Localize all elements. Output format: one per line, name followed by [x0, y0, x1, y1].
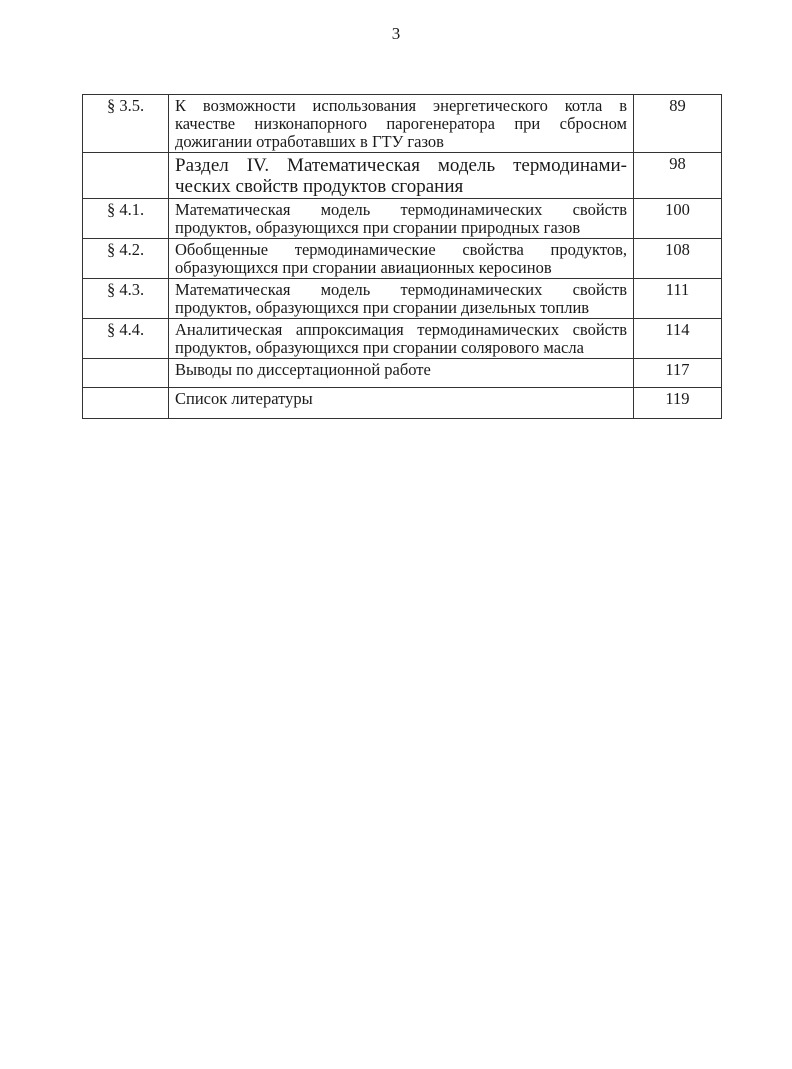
page-ref: 89	[634, 95, 722, 153]
toc-row-4-3	[83, 279, 722, 319]
table-of-contents	[82, 94, 722, 419]
section-number: § 4.2.	[83, 239, 169, 279]
page-number: 3	[391, 24, 401, 43]
page-ref: 100	[634, 199, 722, 239]
section-number: § 4.1.	[83, 199, 169, 239]
section-title: Список литературы	[169, 388, 634, 419]
section-number: § 4.3.	[83, 279, 169, 319]
section-title: Математическая модель термодинамических свойств продуктов, образующихся при сгорании дизельных топлив	[169, 279, 634, 319]
page-ref: 108	[634, 239, 722, 279]
toc-row-conclusions	[83, 359, 722, 388]
section-number	[83, 388, 169, 419]
section-number	[83, 153, 169, 199]
toc-row-4-4	[83, 319, 722, 359]
page-ref: 98	[634, 153, 722, 199]
section-number: § 4.4.	[83, 319, 169, 359]
part-title: Раздел IV. Математическая модель термодинами-ческих свойств продуктов сгорания	[169, 153, 634, 199]
page-ref: 117	[634, 359, 722, 388]
section-title: Математическая модель термодинамических свойств продуктов, образующихся при сгорании природных газов	[169, 199, 634, 239]
section-number: § 3.5.	[83, 95, 169, 153]
section-title: Аналитическая аппроксимация термодинамических свойств продуктов, образующихся при сгорании солярового масла	[169, 319, 634, 359]
toc-row-references	[83, 388, 722, 419]
toc-row-3-5	[83, 95, 722, 153]
page-ref: 114	[634, 319, 722, 359]
toc-row-part-4	[83, 153, 722, 199]
toc-row-4-1	[83, 199, 722, 239]
section-number	[83, 359, 169, 388]
section-title: Выводы по диссертационной работе	[169, 359, 634, 388]
page-ref: 111	[634, 279, 722, 319]
page-ref: 119	[634, 388, 722, 419]
toc-row-4-2	[83, 239, 722, 279]
section-title: К возможности использования энергетического котла в качестве низконапорного парогенератора при сбросном дожигании отработавших в ГТУ газов	[169, 95, 634, 153]
section-title: Обобщенные термодинамические свойства продуктов, образующихся при сгорании авиационных керосинов	[169, 239, 634, 279]
